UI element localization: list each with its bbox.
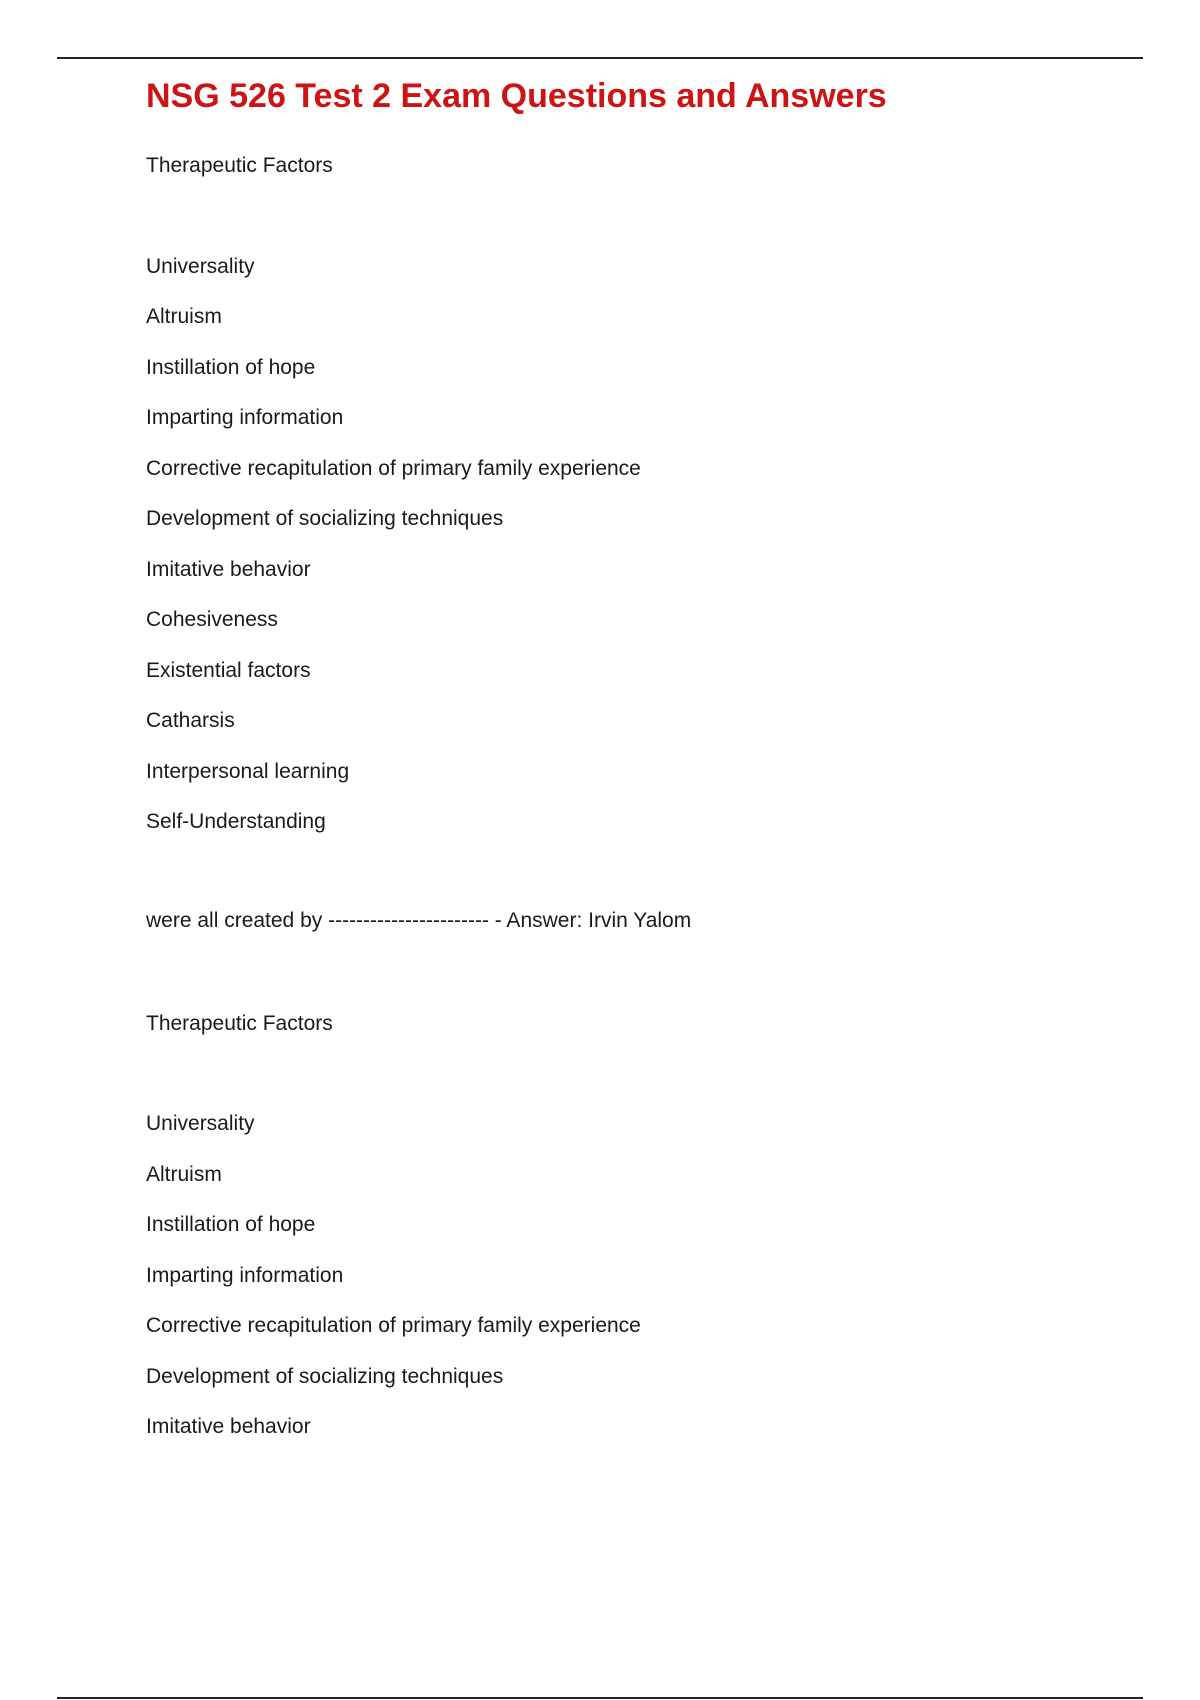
- list-item: Interpersonal learning: [146, 760, 350, 783]
- footer-rule: [57, 1697, 1143, 1699]
- list-item: Self-Understanding: [146, 810, 326, 833]
- list-item: Imitative behavior: [146, 558, 311, 581]
- list-item: Universality: [146, 1112, 255, 1135]
- list-item: Instillation of hope: [146, 356, 316, 379]
- question-answer: were all created by ----------------------- - Answer: Irvin Yalom: [146, 909, 692, 932]
- list-item: Universality: [146, 255, 255, 278]
- list-item: Catharsis: [146, 709, 235, 732]
- list-item: Imparting information: [146, 406, 344, 429]
- list-item: Altruism: [146, 305, 222, 328]
- header-rule: [57, 57, 1143, 59]
- list-item: Instillation of hope: [146, 1213, 316, 1236]
- section-heading: Therapeutic Factors: [146, 1012, 333, 1035]
- list-item: Development of socializing techniques: [146, 507, 504, 530]
- list-item: Corrective recapitulation of primary family experience: [146, 457, 641, 480]
- list-item: Imparting information: [146, 1264, 344, 1287]
- list-item: Altruism: [146, 1163, 222, 1186]
- section-heading: Therapeutic Factors: [146, 154, 333, 177]
- list-item: Cohesiveness: [146, 608, 278, 631]
- document-title: NSG 526 Test 2 Exam Questions and Answers: [146, 77, 887, 115]
- list-item: Corrective recapitulation of primary family experience: [146, 1314, 641, 1337]
- list-item: Development of socializing techniques: [146, 1365, 504, 1388]
- list-item: Imitative behavior: [146, 1415, 311, 1438]
- list-item: Existential factors: [146, 659, 311, 682]
